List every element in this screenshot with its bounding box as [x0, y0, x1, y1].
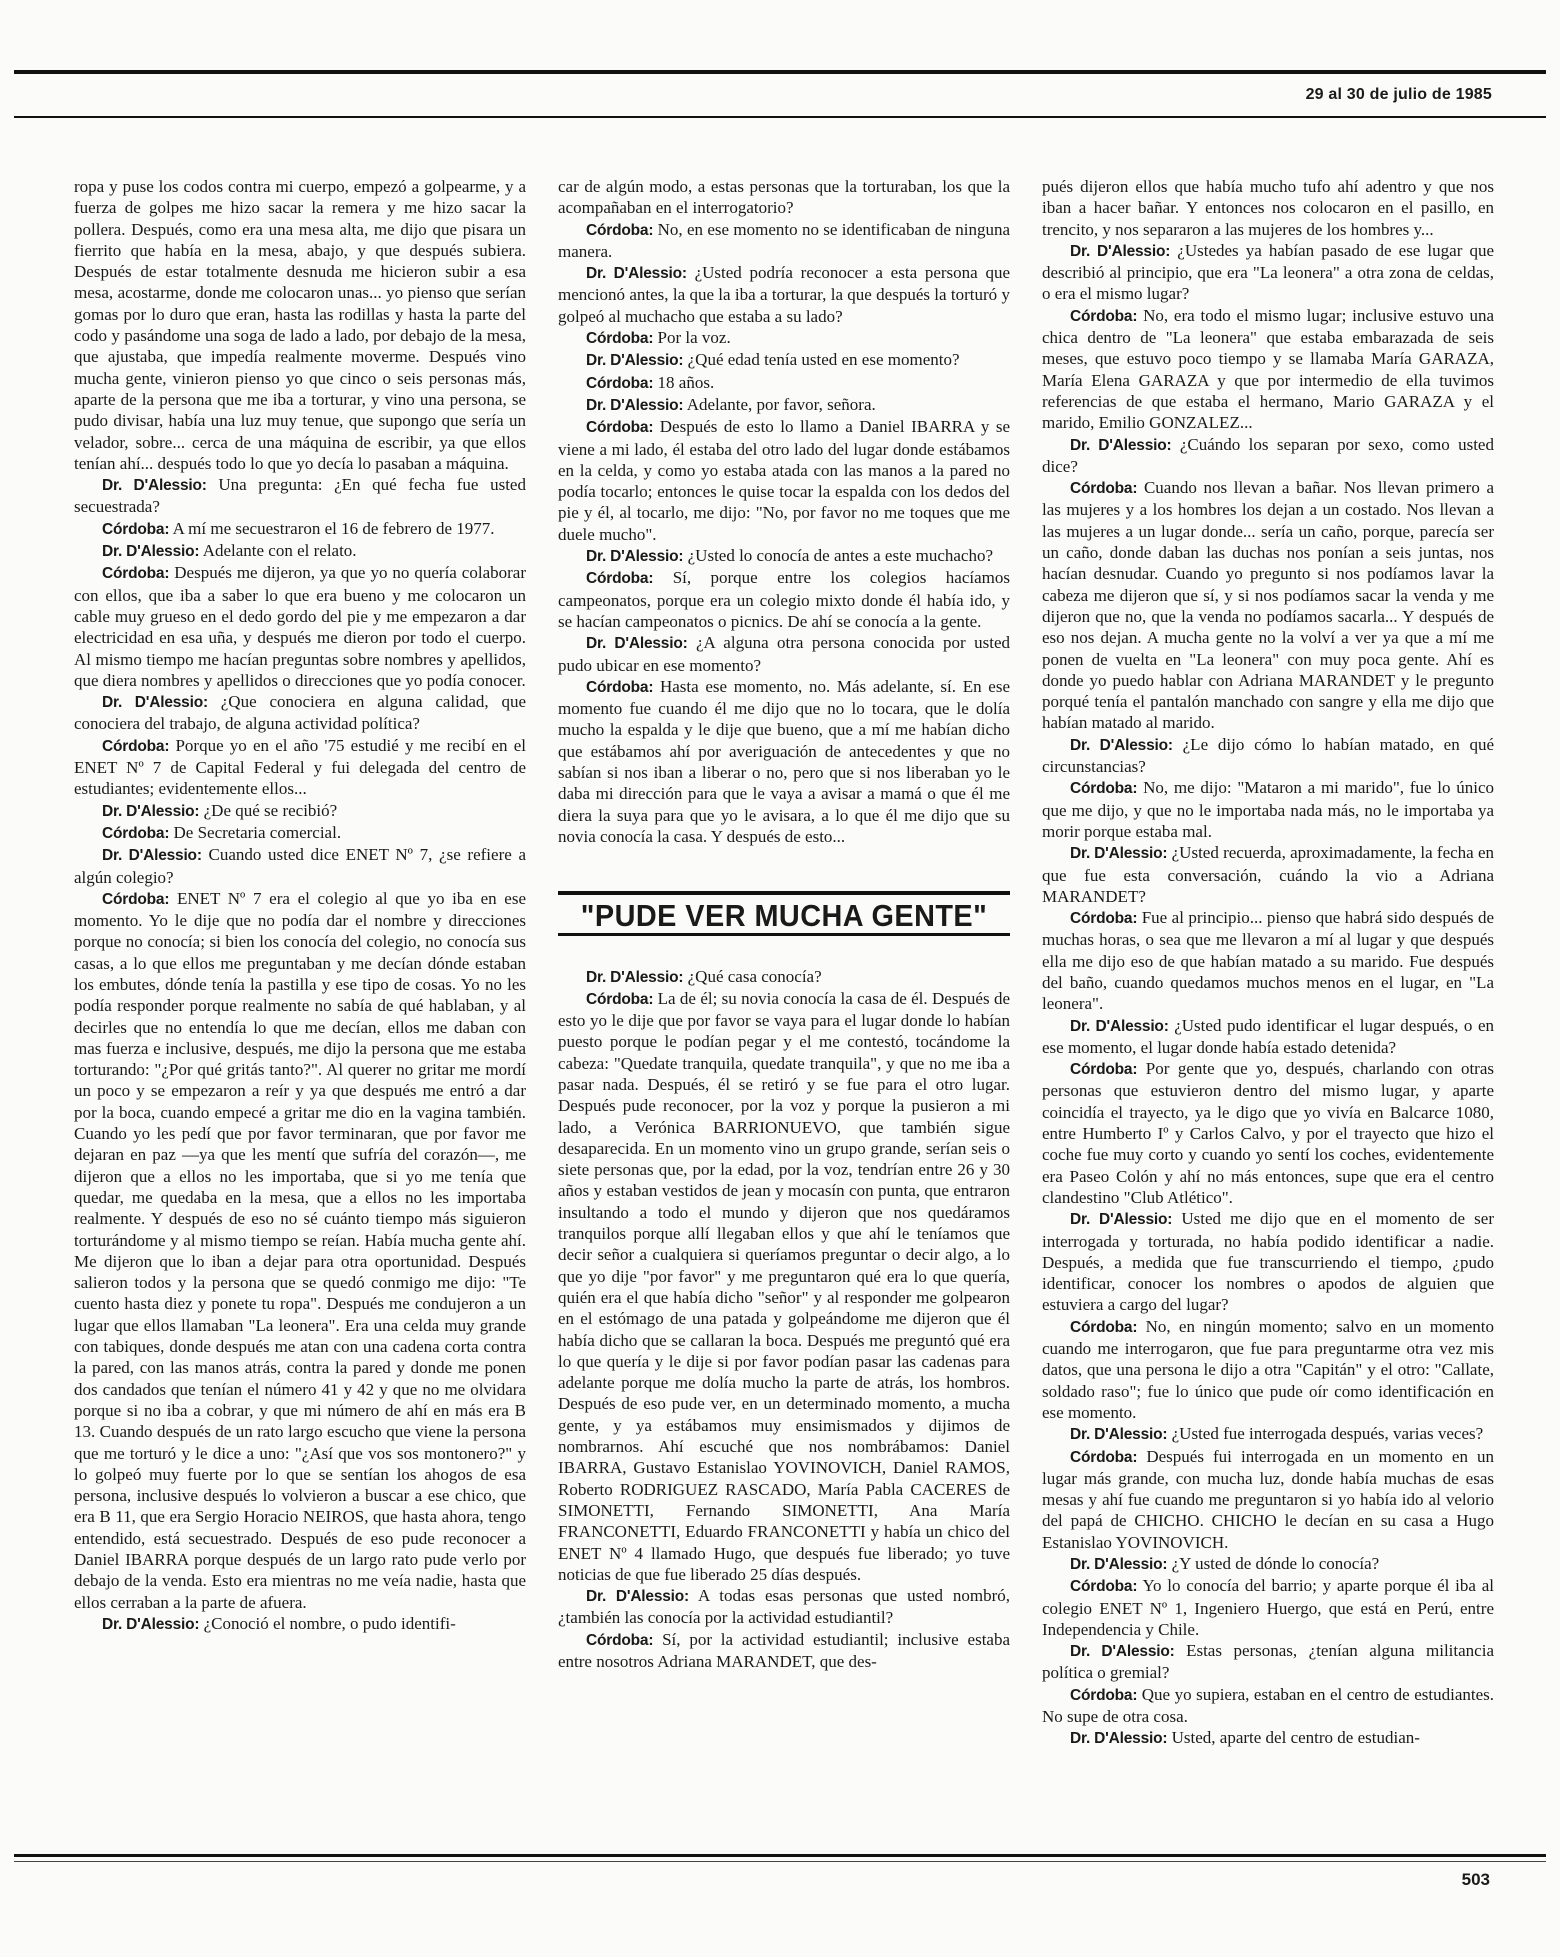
- speaker-label: Dr. D'Alessio:: [102, 847, 202, 865]
- paragraph-text: ¿Y usted de dónde lo conocía?: [1171, 1554, 1380, 1573]
- paragraph-text: De Secretaria comercial.: [173, 822, 342, 842]
- paragraph-text: Cuando nos llevan a bañar. Nos llevan primero a las mujeres y a los hombres los dejan a un costado. Nos llevan a las mujeres a un lugar donde... sería un caño, porque, parecía ser un caño, donde daban las duchas nos ponían a seis juntas, nos hacían desnudar. Cuando yo pregunto si nos podíamos lavar la cabeza me dijeron que sí, y si nos podíamos sacar la venda y me dijeron que no, que la venda no podíamos sacarla... Y después de eso nos dejan. A mucha gente no la volví a ver ya que a mí me ponen de vuelta en "La leonera" con muy poca gente. Ahí es donde yo puedo hablar con Adriana MARANDET y le pregunto porqué tenía el pantalón manchado con sangre y ella me dijo que habían matado al marido.: [1042, 478, 1494, 733]
- paragraph-text: ¿A alguna otra persona conocida por usted pudo ubicar en ese momento?: [558, 633, 1010, 675]
- paragraph-text: ¿Usted podría reconocer a esta persona que mencionó antes, la que la iba a torturar, la que después la torturó y golpeó al muchacho que estaba a su lado?: [558, 263, 1010, 326]
- paragraph-text: Adelante con el relato.: [202, 541, 357, 561]
- speaker-label: Córdoba:: [586, 374, 654, 392]
- speaker-label: Córdoba:: [1070, 1578, 1138, 1596]
- speaker-label: Dr. D'Alessio:: [586, 396, 684, 414]
- paragraph-text: ¿Usted lo conocía de antes a este muchacho?: [687, 546, 994, 566]
- testimony-paragraph: [1042, 1446, 1494, 1553]
- speaker-label: Córdoba:: [102, 737, 170, 755]
- testimony-paragraph: [1042, 1684, 1494, 1728]
- paragraph-text: No, en ningún momento; salvo en un momento cuando me interrogaron, que fue para preguntarme otra vez mis datos, que una persona le dijo a otra "Capitán" y el otro: "Callate, soldado raso"; fue lo único que pude oír como identificación en ese momento.: [1042, 1316, 1494, 1422]
- testimony-paragraph: [558, 988, 1010, 1585]
- footer-rule-thin: [14, 1861, 1546, 1862]
- speaker-label: Dr. D'Alessio:: [102, 543, 200, 561]
- speaker-label: Córdoba:: [1070, 1318, 1138, 1336]
- paragraph-text: Hasta ese momento, no. Más adelante, sí. En ese momento fue cuando él me dijo que no lo tocara, que le dolía mucho la espalda y le dije que bueno, que a mí me habían dicho que estábamos ahí por averiguación de antecedentes y que no sabían si nos iban a liberar o no, pero que si nos liberaban yo le daba mi dirección para que le vaya a avisar a mamá o que él me diera la suya para que yo le avisara, a lo que él me dijo que su novia conocía la casa. Y después de esto...: [558, 676, 1010, 846]
- paragraph-text: Porque yo en el año '75 estudié y me recibí en el ENET Nº 7 de Capital Federal y fui delegada del centro de estudiantes; evidentemente ellos...: [74, 735, 526, 799]
- testimony-paragraph: [558, 394, 1010, 416]
- article-body: [74, 176, 1494, 1808]
- issue-date: 29 al 30 de julio de 1985: [1305, 86, 1492, 103]
- speaker-label: Córdoba:: [1070, 1448, 1138, 1466]
- speaker-label: Córdoba:: [586, 221, 654, 239]
- testimony-paragraph: [1042, 1208, 1494, 1315]
- speaker-label: Dr. D'Alessio:: [1070, 1730, 1168, 1748]
- continued-paragraph: [74, 176, 526, 474]
- continued-paragraph: [558, 176, 1010, 219]
- speaker-label: Dr. D'Alessio:: [586, 968, 684, 986]
- speaker-label: Córdoba:: [1070, 480, 1138, 498]
- speaker-label: Córdoba:: [102, 520, 170, 538]
- paragraph-text: Después fui interrogada en un momento en un lugar más grande, con mucha luz, donde había muchas de esas mesas y ahí fue cuando me preguntaron si yo había ido al velorio del papá de CHICHO. CHICHO le decían en su casa a Hugo Estanislao YOVINOVICH.: [1042, 1446, 1494, 1552]
- speaker-label: Dr. D'Alessio:: [1070, 1556, 1168, 1573]
- testimony-paragraph: [74, 735, 526, 800]
- paragraph-text: Una pregunta: ¿En qué fecha fue usted secuestrada?: [74, 475, 526, 517]
- speaker-label: Córdoba:: [1070, 910, 1138, 928]
- paragraph-text: ¿De qué se recibió?: [203, 800, 338, 820]
- testimony-paragraph: [558, 567, 1010, 632]
- speaker-label: Dr. D'Alessio:: [586, 1588, 690, 1606]
- speaker-label: Córdoba:: [586, 330, 654, 348]
- speaker-label: Córdoba:: [586, 419, 654, 437]
- column-3: [1042, 176, 1494, 1808]
- speaker-label: Córdoba:: [586, 570, 654, 588]
- testimony-paragraph: [1042, 1727, 1494, 1749]
- testimony-paragraph: [1042, 434, 1494, 478]
- testimony-paragraph: [558, 966, 1010, 988]
- testimony-paragraph: [1042, 734, 1494, 778]
- testimony-paragraph: [558, 676, 1010, 847]
- testimony-paragraph: [74, 844, 526, 888]
- testimony-paragraph: [1042, 477, 1494, 734]
- testimony-paragraph: [558, 632, 1010, 676]
- speaker-label: Dr. D'Alessio:: [586, 635, 688, 653]
- speaker-label: Dr. D'Alessio:: [1070, 242, 1171, 260]
- paragraph-text: ¿Qué casa conocía?: [687, 966, 822, 986]
- speaker-label: Dr. D'Alessio:: [102, 477, 207, 495]
- page-number: 503: [1461, 1870, 1490, 1889]
- paragraph-text: Sí, por la actividad estudiantil; inclusive estaba entre nosotros Adriana MARANDET, que des-: [558, 1629, 1010, 1671]
- testimony-paragraph: [558, 219, 1010, 263]
- paragraph-text: Usted me dijo que en el momento de ser interrogada y torturada, no había podido identificar a nadie. Después, a medida que fue transcurriendo el tiempo, ¿pudo identificar, conocer los nombres o apodos de alguien que estuviera a cargo del lugar?: [1042, 1209, 1494, 1315]
- speaker-label: Dr. D'Alessio:: [1070, 736, 1173, 754]
- testimony-paragraph: [74, 474, 526, 518]
- speaker-label: Dr. D'Alessio:: [586, 352, 684, 370]
- paragraph-text: ¿Cuándo los separan por sexo, como usted dice?: [1042, 434, 1494, 476]
- testimony-paragraph: [558, 262, 1010, 327]
- testimony-paragraph: [558, 327, 1010, 349]
- speaker-label: Dr. D'Alessio:: [1070, 845, 1168, 863]
- column-1: [74, 176, 526, 1808]
- paragraph-text: 18 años.: [657, 372, 715, 392]
- paragraph-text: ¿Usted pudo identificar el lugar después, o en ese momento, el lugar donde había estado detenida?: [1042, 1015, 1494, 1057]
- speaker-label: Dr. D'Alessio:: [102, 802, 200, 820]
- testimony-paragraph: [74, 691, 526, 735]
- testimony-paragraph: [1042, 1553, 1494, 1575]
- testimony-paragraph: [558, 1629, 1010, 1673]
- paragraph-text: ¿Qué edad tenía usted en ese momento?: [687, 350, 960, 370]
- paragraph-text: Después de esto lo llamo a Daniel IBARRA y se viene a mi lado, él estaba del otro lado del lugar donde estábamos en la celda, y como yo estaba atada con las manos a la pared no podía tocarlo; entonces le quise tocar la espalda con los dedos del pie y él, al tocarlo, me dijo: "No, por favor no me toques que me duele mucho".: [558, 417, 1010, 544]
- speaker-label: Córdoba:: [586, 990, 654, 1008]
- paragraph-text: Por gente que yo, después, charlando con otras personas que estuvieron dentro del mismo lugar, y aparte coincidía el trayecto, ya le digo que yo vivía en Balcarce 1080, entre Humberto Iº y Carlos Calvo, y por el trayecto que hizo el coche fue muy corto y cuando yo sentí los coches, evidentemente era Paseo Colón y ahí no más entonces, supe que era el centro clandestino "Club Atlético".: [1042, 1059, 1494, 1207]
- paragraph-text: Fue al principio... pienso que habrá sido después de muchas horas, o sea que me llevaron a mí al lugar y que después ella me dijo eso de que habían matado a su marido. Fue después del baño, cuando quedamos muchos menos en el lugar, en "La leonera".: [1042, 908, 1494, 1014]
- column-2: [558, 176, 1010, 1808]
- speaker-label: Córdoba:: [1070, 1061, 1138, 1079]
- testimony-paragraph: [74, 518, 526, 540]
- paragraph-text: ¿Que conociera en alguna calidad, que conociera del trabajo, de alguna actividad política?: [74, 692, 526, 734]
- testimony-paragraph: [558, 372, 1010, 394]
- paragraph-text: ¿Usted recuerda, aproximadamente, la fecha en que fue esta conversación, cuándo la vio a Adriana MARANDET?: [1042, 843, 1494, 906]
- testimony-paragraph: [1042, 907, 1494, 1014]
- speaker-label: Dr. D'Alessio:: [1070, 1211, 1173, 1229]
- testimony-paragraph: [1042, 1316, 1494, 1423]
- paragraph-text: ropa y puse los codos contra mi cuerpo, empezó a golpearme, y a fuerza de golpes me hizo sacar la remera y me hizo sacar la pollera. Después, como era una mesa alta, me dijo que pisara un fierrito que había en la mesa, abajo, y que después subiera. Después de estar totalmente desnuda me hicieron subir a esa mesa, acostarme, donde me colocaron unas... yo pienso que serían gomas por lo duro que eran, hasta las rodillas y hasta la parte del codo y pasándome una soga de lado a lado, por debajo de la mesa, que ajustaba, que impedía realmente moverme. Después vino mucha gente, vinieron pienso yo que cinco o seis personas más, aparte de la persona que me iba a torturar, y vino una persona, se pudo divisar, había una luz muy tenue, que supongo que sería un velador, sobre... cerca de una máquina de escribir, ya que ellos tenían ahí... después todo lo que yo decía lo pasaban a máquina.: [74, 177, 526, 473]
- speaker-label: Dr. D'Alessio:: [1070, 1017, 1169, 1035]
- column-2-bottom: [558, 966, 1010, 1673]
- header-rule-thin: [14, 116, 1546, 118]
- testimony-paragraph: [74, 822, 526, 844]
- paragraph-text: Después me dijeron, ya que yo no quería colaborar con ellos, que iba a saber lo que era bueno y me colocaron un cable muy grueso en el dedo gordo del pie y me empezaron a dar electricidad en esa uña, y después me dieron por todo el cuerpo. Al mismo tiempo me hacían preguntas sobre nombres y apellidos, que diera nombres y apellidos o direcciones que yo podía conocer.: [74, 563, 526, 690]
- testimony-paragraph: [558, 545, 1010, 567]
- paragraph-text: A mí me secuestraron el 16 de febrero de 1977.: [172, 518, 495, 538]
- testimony-paragraph: [1042, 777, 1494, 842]
- paragraph-text: Usted, aparte del centro de estudian-: [1171, 1728, 1420, 1748]
- testimony-paragraph: [1042, 240, 1494, 305]
- header-rule-thick: [14, 70, 1546, 74]
- speaker-label: Córdoba:: [586, 678, 654, 696]
- testimony-paragraph: [1042, 842, 1494, 907]
- paragraph-text: ¿Le dijo cómo lo habían matado, en qué circunstancias?: [1042, 734, 1494, 777]
- testimony-paragraph: [74, 800, 526, 822]
- speaker-label: Córdoba:: [1070, 307, 1138, 325]
- paragraph-text: Adelante, por favor, señora.: [686, 394, 876, 414]
- testimony-paragraph: [1042, 1015, 1494, 1059]
- speaker-label: Córdoba:: [1070, 780, 1138, 798]
- section-gap: [558, 847, 1010, 891]
- paragraph-text: A todas esas personas que usted nombró, ¿también las conocía por la actividad estudiantil?: [558, 1586, 1010, 1628]
- speaker-label: Córdoba:: [102, 890, 170, 908]
- paragraph-text: No, me dijo: "Mataron a mi marido", fue lo único que me dijo, y que no le importaba nada más, no le importaba ya morir porque estaba mal.: [1042, 778, 1494, 841]
- section-headline-box: [558, 891, 1010, 935]
- paragraph-text: ENET Nº 7 era el colegio al que yo iba en ese momento. Yo le dije que no podía dar el nombre y direcciones porque no conocía; si bien los conocía del colegio, no conocía sus casas, a lo que ellos me preguntaban y me decían dónde estaban los embutes, dónde tenía la pastilla y ese tipo de cosas. Yo no les podía responder porque realmente no sabía de qué hablaban, y al decirles que no entendía lo que me decían, ellos me daban con mas fuerza e inclusive, después, me dijo la persona que me estaba torturando: "¿Por qué gritás tanto?". Al querer no gritar me mordí un poco y se empezaron a reír y ya que después me entró a dar por la boca, cuando empecé a gritar me dio en la vagina también. Cuando yo les pedí que por favor terminaran, que por favor me dejaran en paz —ya que les mentí que sufría del corazón—, me dijeron que a ellos no les importaba, que si yo me tenía que quedar, me quedaba en la mesa, que a ellos no les importaba realmente. Y después de eso no sé cuánto tiempo más siguieron torturándome y al mismo tiempo se reían. Había mucha gente ahí. Me dijeron que lo iban a dejar para otra oportunidad. Después salieron todos y la persona que se quedó conmigo me dijo: "Te cuento hasta diez y ponete tu ropa". Después me condujeron a un lugar que ellos llamaban "La leonera". Era una celda muy grande con tabiques, donde después me atan con una cadena corta contra la pared, con las manos atrás, contra la pared y donde me ponen dos candados que tenían el número 41 y 42 y que no me olvidara porque si no iba a cobrar, y que mi número de ahí en más era B 13. Cuando después de un rato largo escucho que viene la persona que me torturó y le dice a uno: "¿Así que vos sos montonero?" y lo golpeó muy fuerte por lo que se sentían los ahogos de esa persona, inclusive después lo volvieron a buscar a ese chico, que era B 11, que era Sergio Horacio NEIROS, que hasta ahora, tengo entendido, está secuestrado. Después de eso pude reconocer a Daniel IBARRA porque después de un largo rato pude verlo por debajo de la venda. Esto era mientras no me veía nadie, hasta que ellos cerraban a la parte de afuera.: [74, 888, 526, 1612]
- speaker-label: Córdoba:: [1070, 1686, 1138, 1704]
- speaker-label: Dr. D'Alessio:: [586, 265, 687, 283]
- paragraph-text: Cuando usted dice ENET Nº 7, ¿se refiere a algún colegio?: [74, 845, 526, 887]
- testimony-paragraph: [74, 562, 526, 691]
- speaker-label: Dr. D'Alessio:: [102, 1615, 200, 1633]
- speaker-label: Córdoba:: [586, 1631, 654, 1649]
- testimony-paragraph: [1042, 1575, 1494, 1640]
- paragraph-text: Estas personas, ¿tenían alguna militancia política o gremial?: [1042, 1641, 1494, 1683]
- speaker-label: Dr. D'Alessio:: [586, 548, 684, 566]
- speaker-label: Córdoba:: [102, 565, 170, 583]
- paragraph-text: ¿Usted fue interrogada después, varias veces?: [1171, 1424, 1484, 1444]
- paragraph-text: ¿Ustedes ya habían pasado de ese lugar que describió al principio, que era "La leonera" a otra zona de celdas, o era el mismo lugar?: [1042, 240, 1494, 304]
- speaker-label: Córdoba:: [102, 824, 170, 842]
- paragraph-text: No, era todo el mismo lugar; inclusive estuvo una chica dentro de "La leonera" que estaba embarazada de seis meses, que estuvo poco tiempo y se llamaba María GARAZA, María Elena GARAZA y que por intermedio de ella tuvimos referencias de que estaba el hermano, Mario GARAZA y el marido, Emilio GONZALEZ...: [1042, 305, 1494, 433]
- testimony-paragraph: [558, 349, 1010, 371]
- paragraph-text: Por la voz.: [657, 328, 731, 348]
- paragraph-text: No, en ese momento no se identificaban de ninguna manera.: [558, 219, 1010, 261]
- column-2-top: [558, 176, 1010, 847]
- paragraph-text: La de él; su novia conocía la casa de él. Después de esto yo le dije que por favor se vaya para el lugar donde lo habían puesto porque le podían pegar y el me contestó, tocándome la cabeza: "Quedate tranquila, quedate tranquila", y que no me iba a pasar nada. Después, él se retiró y se fue para el otro lugar. Después pude reconocer, por la voz y porque la pusieron a mi lado, a Verónica BARRIONUEVO, que también sigue desaparecida. En un momento vino un grupo grande, serían seis o siete personas que, por la edad, por la voz, tendrían entre 26 y 30 años y estaban vestidos de jean y mocasín con punta, que entraron insultando a todo el mundo y dijeron que nos quedáramos tranquilos porque allí llegaban ellos y que ahí le teníamos que decir señor a cualquiera si queríamos preguntar o decir algo, a lo que yo dije "por favor" y me preguntaron qué era lo que quería, quién era el que había dicho "señor" y al responder me golpearon en el estómago de una patada y golpeándome me dijeron que él había dicho que se callaran la boca. Después me preguntó qué era lo que quería y le dije si por favor podían pasar las cadenas para adelante porque me dolía mucho la parte de atrás, los hombros. Después de eso pude ver, en un determinado momento, a mucha gente, y ya estábamos muy ensimismados y dijimos de nombrarnos. Ahí escuché que nos nombrábamos: Daniel IBARRA, Gustavo Estanislao YOVINOVICH, Daniel RAMOS, Roberto RODRIGUEZ RASCADO, María Pabla CACERES de SIMONETTI, Fernando SIMONETTI, Ana María FRANCONETTI, Eduardo FRANCONETTI y había un chico del ENET Nº 4 llamado Hugo, que después fue liberado; yo tuve noticias de que fue liberado 25 días después.: [558, 988, 1010, 1584]
- paragraph-text: Sí, porque entre los colegios hacíamos campeonatos, porque era un colegio mixto donde él había ido, y se hacían campeonatos o picnics. De ahí se conocía a la gente.: [558, 568, 1010, 631]
- testimony-paragraph: [74, 1613, 526, 1635]
- testimony-paragraph: [74, 540, 526, 562]
- speaker-label: Dr. D'Alessio:: [1070, 1643, 1175, 1661]
- testimony-paragraph: [1042, 1423, 1494, 1445]
- continued-paragraph: [1042, 176, 1494, 240]
- testimony-paragraph: [1042, 1058, 1494, 1208]
- paragraph-text: pués dijeron ellos que había mucho tufo ahí adentro y que nos iban a hacer bañar. Y entonces nos colocaron en el pasillo, en trencito, y nos separaron a las mujeres de los hombres y...: [1042, 177, 1494, 239]
- paragraph-text: car de algún modo, a estas personas que la torturaban, los que la acompañaban en el interrogatorio?: [558, 177, 1010, 218]
- testimony-paragraph: [1042, 305, 1494, 434]
- speaker-label: Dr. D'Alessio:: [102, 694, 208, 712]
- testimony-paragraph: [74, 888, 526, 1613]
- paragraph-text: Yo lo conocía del barrio; y aparte porque él iba al colegio ENET Nº 1, Ingeniero Huergo, que está en Perú, entre Independencia y Chile.: [1042, 1576, 1494, 1639]
- section-headline: "PUDE VER MUCHA GENTE": [580, 898, 988, 934]
- speaker-label: Dr. D'Alessio:: [1070, 1426, 1168, 1444]
- testimony-paragraph: [1042, 1640, 1494, 1684]
- testimony-paragraph: [558, 416, 1010, 545]
- paragraph-text: Que yo supiera, estaban en el centro de estudiantes. No supe de otra cosa.: [1042, 1684, 1494, 1727]
- paragraph-text: ¿Conoció el nombre, o pudo identifi-: [203, 1613, 456, 1633]
- footer-rule-thick: [14, 1854, 1546, 1857]
- speaker-label: Dr. D'Alessio:: [1070, 436, 1172, 454]
- testimony-paragraph: [558, 1585, 1010, 1629]
